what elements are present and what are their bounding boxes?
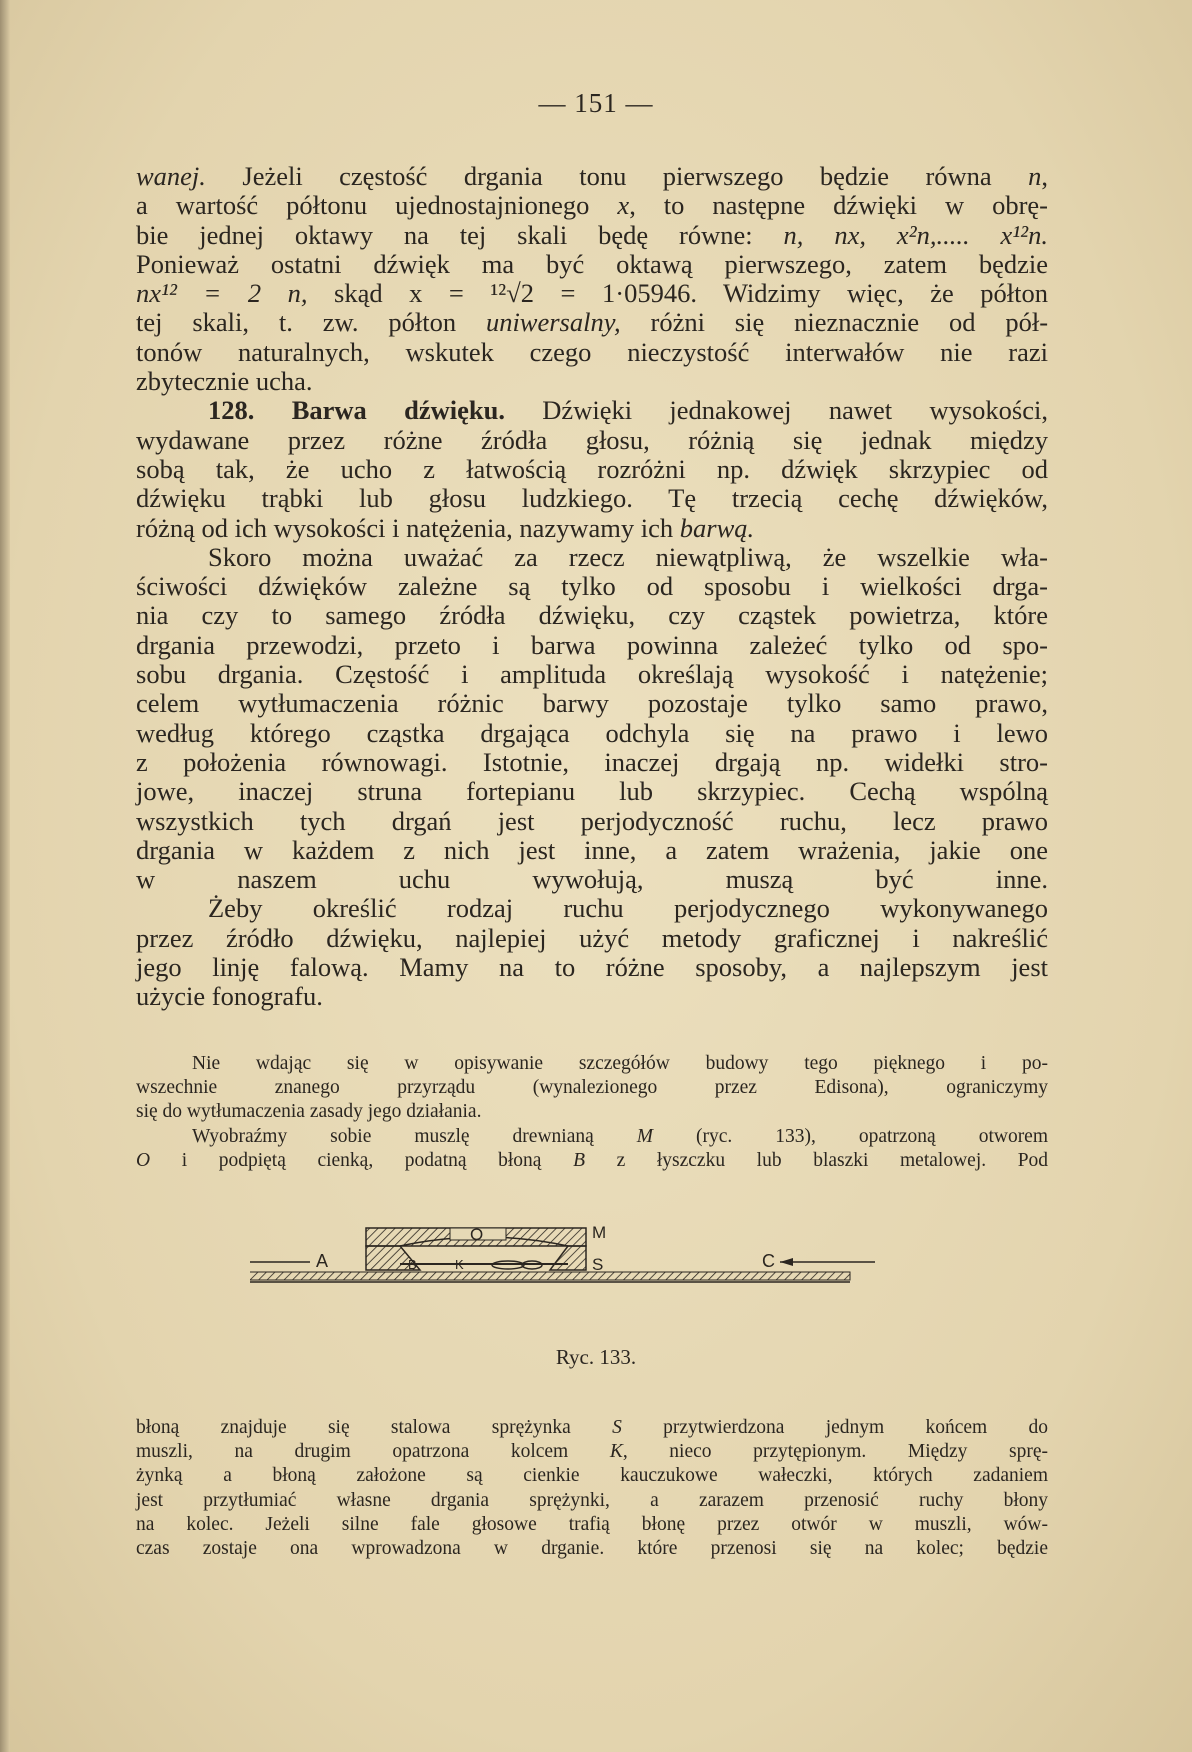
text-line: przez źródło dźwięku, najlepiej użyć metody graficznej i nakreślić — [136, 922, 1048, 953]
text-line: użycie fonografu. — [136, 981, 323, 1012]
text-line: drgania w każdem z nich jest inne, a zatem wrażenia, jakie one — [136, 834, 1048, 865]
text-line: bie jednej oktawy na tej skali będę równe: n, nx, x²n,..... x¹²n. — [136, 219, 1049, 250]
text-line: drgania przewodzi, przeto i barwa powinna zależeć tylko od spo- — [136, 629, 1048, 660]
text-line: w naszem uchu wywołują, muszą być inne. — [136, 864, 1048, 895]
text-line: różną od ich wysokości i natężenia, nazywamy ich barwą. — [136, 512, 755, 543]
label-m: M — [592, 1223, 607, 1242]
text-line: 128. Barwa dźwięku. Dźwięki jednakowej nawet wysokości, — [208, 395, 1048, 426]
small-print-top — [136, 1052, 1048, 1173]
text-line: żynką a błoną założone są cienkie kauczukowe wałeczki, których zadaniem — [136, 1465, 1048, 1487]
text-line: wydawane przez różne źródła głosu, różnią się jednak między — [136, 424, 1048, 455]
figure-caption: Ryc. 133. — [555, 1345, 637, 1369]
text-line: jego linję falową. Mamy na to różne sposoby, a najlepszym jest — [136, 952, 1048, 983]
text-line: wszechnie znanego przyrządu (wynalezionego przez Edisona), ograniczymy — [136, 1077, 1048, 1099]
label-o: O — [470, 1225, 484, 1244]
text-line: nx¹² = 2 n, skąd x = ¹²√2 = 1·05946. Widzimy więc, że półton — [136, 278, 1048, 309]
text-line: błoną znajduje się stalowa sprężynka S przytwierdzona jednym końcem do — [136, 1417, 1049, 1438]
page-number: — 151 — — [538, 88, 654, 118]
text-line: a wartość półtonu ujednostajnionego x, to następne dźwięki w obrę- — [136, 190, 1049, 221]
text-line: ściwości dźwięków zależne są tylko od sposobu i wielkości drga- — [136, 571, 1048, 602]
section-heading: 128. Barwa dźwięku. — [208, 395, 505, 426]
text-line: zbytecznie ucha. — [136, 366, 313, 397]
text-line: Skoro można uważać za rzecz niewątpliwą, że wszelkie wła- — [208, 541, 1048, 572]
text-line: tonów naturalnych, wskutek czego nieczystość interwałów nie razi — [136, 336, 1048, 367]
label-c: C — [762, 1251, 775, 1271]
text-line: Nie wdając się w opisywanie szczegółów budowy tego pięknego i po- — [192, 1053, 1048, 1074]
text-line: nia czy to samego źródła dźwięku, czy cząstek powietrza, które — [136, 600, 1048, 631]
arrow-c-head — [780, 1258, 793, 1266]
page-edge — [0, 0, 10, 1752]
text-line: na kolec. Jeżeli silne fale głosowe trafią błonę przez otwór w muszli, wów- — [136, 1513, 1048, 1535]
text-line: wanej. Jeżeli częstość drgania tonu pierwszego będzie równa n, — [136, 161, 1049, 191]
text-line: sobu drgania. Częstość i amplituda określają wysokość i natężenie; — [136, 659, 1048, 690]
cylinder-rail — [250, 1272, 850, 1280]
text-line: z położenia równowagi. Istotnie, inaczej drgają np. widełki stro- — [136, 746, 1048, 777]
text-line: sobą tak, że ucho z łatwością rozróżni np. dźwięk skrzypiec od — [136, 453, 1048, 484]
text-line: dźwięku trąbki lub głosu ludzkiego. Tę trzecią cechę dźwięków, — [136, 483, 1048, 514]
text-line: Ponieważ ostatni dźwięk ma być oktawą pierwszego, zatem będzie — [136, 248, 1048, 279]
shell-right — [550, 1246, 586, 1270]
text-line: celem wytłumaczenia różnic barwy pozostaje tylko samo prawo, — [136, 688, 1048, 719]
label-b: B — [408, 1257, 417, 1272]
italic-word: wanej. — [136, 161, 206, 191]
label-a: A — [316, 1251, 329, 1271]
text-line: jowe, inaczej struna fortepianu lub skrzypiec. Cechą wspólną — [136, 776, 1048, 807]
text-line: wszystkich tych drgań jest perjodyczność ruchu, lecz prawo — [136, 805, 1048, 836]
text-line: się do wytłumaczenia zasady jego działania. — [136, 1101, 482, 1123]
figure-phonograph-diagram — [250, 1220, 950, 1300]
text-line: muszli, na drugim opatrzona kolcem K, nieco przytępionym. Między sprę- — [136, 1441, 1048, 1463]
text-line: Żeby określić rodzaj ruchu perjodycznego wykonywanego — [208, 893, 1048, 924]
text-line: tej skali, t. zw. półton uniwersalny, różni się nieznacznie od pół- — [136, 307, 1049, 338]
text-line: Wyobraźmy sobie muszlę drewnianą M (ryc. 133), opatrzoną otworem — [192, 1125, 1049, 1147]
label-k: K — [455, 1257, 464, 1272]
small-print-bottom — [136, 1416, 1048, 1561]
main-text — [136, 162, 1048, 1012]
text-line: według którego cząstka drgająca odchyla się na prawo i lewo — [136, 717, 1048, 748]
text-line: czas zostaje ona wprowadzona w drganie. które przenosi się na kolec; będzie — [136, 1537, 1048, 1559]
text-line: jest przytłumiać własne drgania sprężynki, a zarazem przenosić ruchy błony — [136, 1489, 1048, 1511]
label-s: S — [592, 1255, 604, 1274]
text-line: O i podpiętą cienką, podatną błoną B z łyszczku lub blaszki metalowej. Pod — [136, 1149, 1049, 1171]
